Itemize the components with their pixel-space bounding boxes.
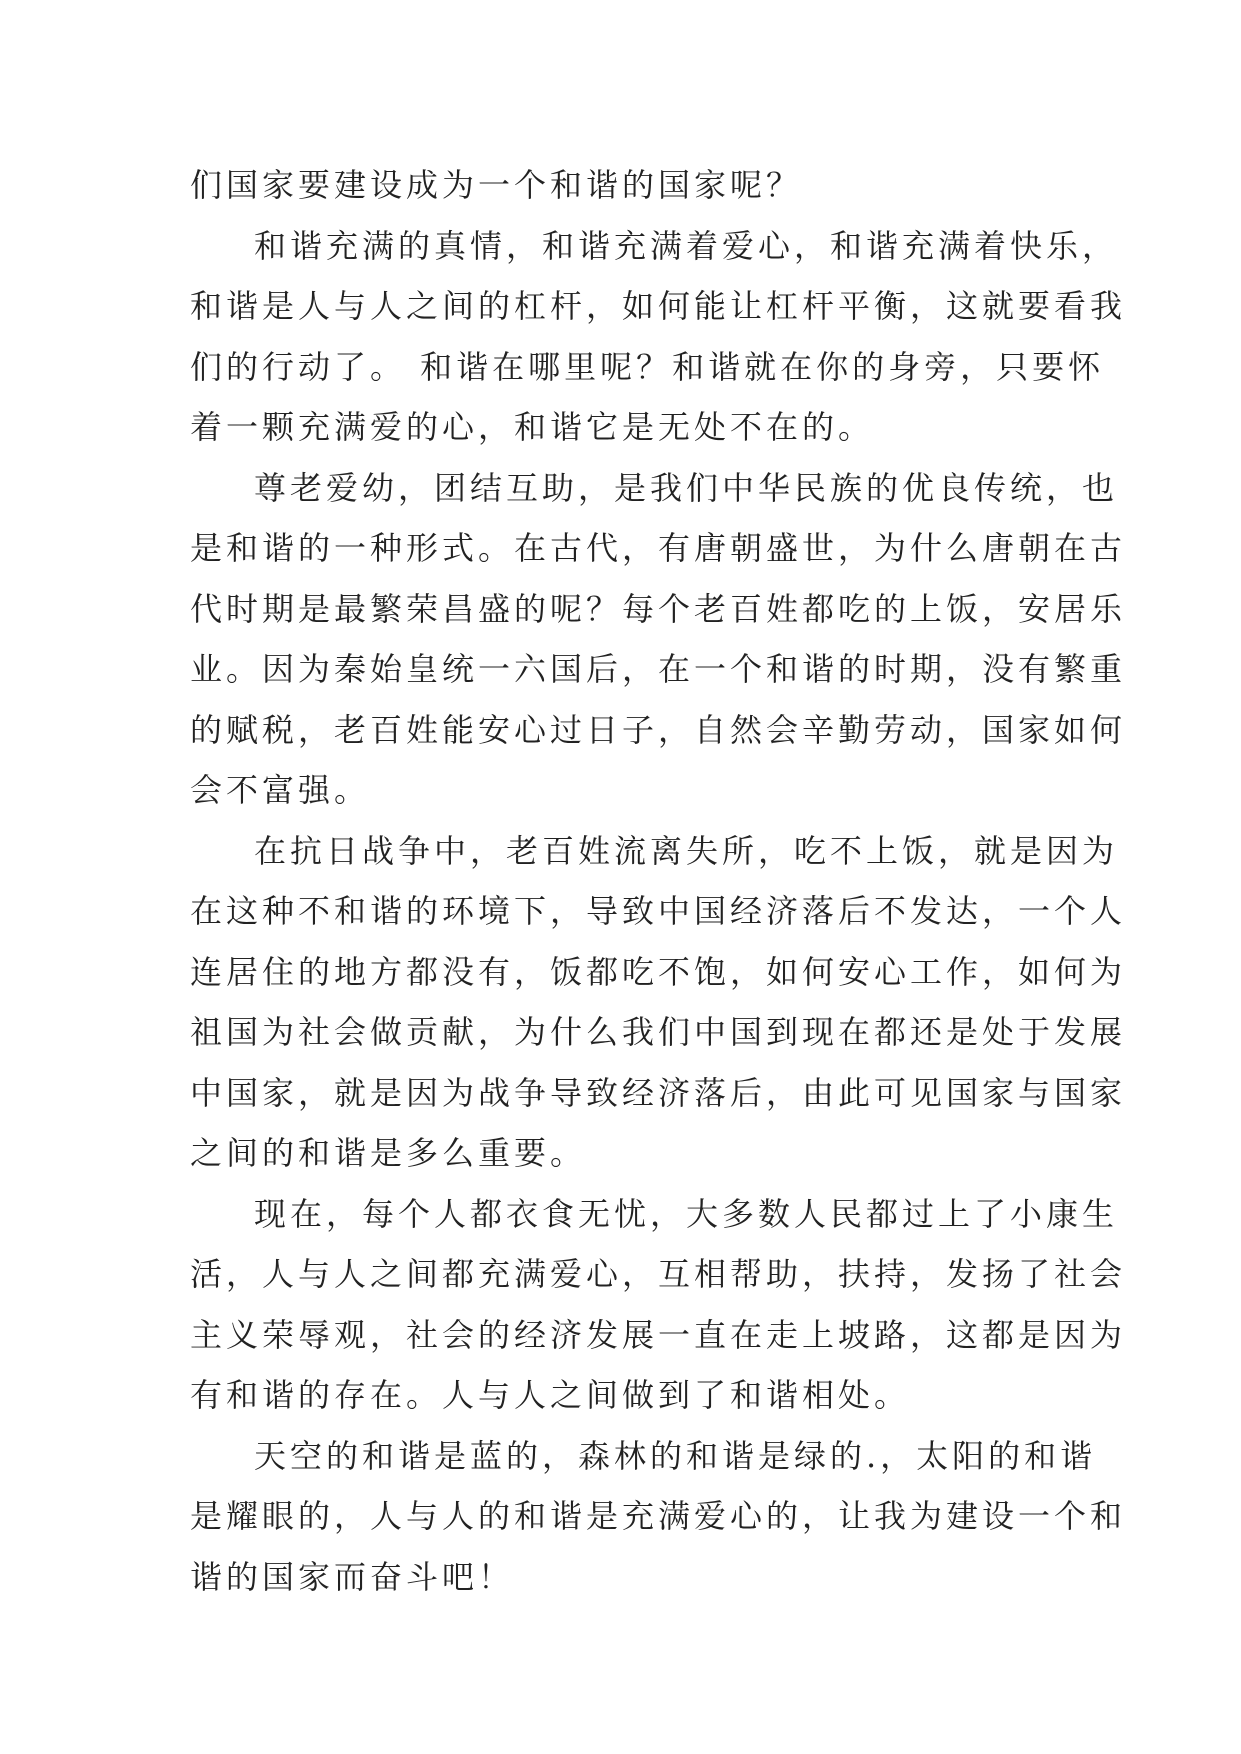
text-line: 主义荣辱观，社会的经济发展一直在走上坡路，这都是因为	[190, 1315, 1127, 1354]
text-line: 尊老爱幼，团结互助，是我们中华民族的优良传统，也	[254, 468, 1119, 507]
text-line: 业。因为秦始皇统一六国后，在一个和谐的时期，没有繁重	[190, 650, 1127, 688]
text-line: 会不富强。	[190, 771, 371, 809]
text-line: 代时期是最繁荣昌盛的呢？每个老百姓都吃的上饭，安居乐	[190, 589, 1127, 628]
text-line: 连居住的地方都没有，饭都吃不饱，如何安心工作，如何为	[190, 952, 1127, 991]
text-line: 是和谐的一种形式。在古代，有唐朝盛世，为什么唐朝在古	[190, 529, 1127, 567]
text-line: 谐的国家而奋斗吧！	[190, 1557, 515, 1596]
essay-body	[190, 155, 1127, 1607]
text-line: 有和谐的存在。人与人之间做到了和谐相处。	[190, 1376, 911, 1414]
text-line: 着一颗充满爱的心，和谐它是无处不在的。	[190, 408, 875, 446]
text-line: 和谐充满的真情，和谐充满着爱心，和谐充满着快乐，	[254, 226, 1119, 265]
text-line: 祖国为社会做贡献，为什么我们中国到现在都还是处于发展	[190, 1013, 1127, 1051]
text-line: 的赋税，老百姓能安心过日子，自然会辛勤劳动，国家如何	[190, 710, 1127, 749]
text-line: 之间的和谐是多么重要。	[190, 1134, 587, 1172]
text-line: 活，人与人之间都充满爱心，互相帮助，扶持，发扬了社会	[190, 1255, 1127, 1293]
text-line: 是耀眼的，人与人的和谐是充满爱心的，让我为建设一个和	[190, 1497, 1127, 1535]
text-line: 天空的和谐是蓝的，森林的和谐是绿的.，太阳的和谐	[254, 1436, 1097, 1475]
text-line: 现在，每个人都衣食无忧，大多数人民都过上了小康生	[254, 1194, 1119, 1233]
text-line: 中国家，就是因为战争导致经济落后，由此可见国家与国家	[190, 1073, 1127, 1112]
text-line: 和谐是人与人之间的杠杆，如何能让杠杆平衡，这就要看我	[190, 287, 1127, 325]
text-line: 们国家要建设成为一个和谐的国家呢？	[190, 166, 803, 204]
text-line: 在抗日战争中，老百姓流离失所，吃不上饭，就是因为	[254, 831, 1119, 870]
text-line: 们的行动了。 和谐在哪里呢？和谐就在你的身旁，只要怀	[190, 347, 1105, 386]
text-line: 在这种不和谐的环境下，导致中国经济落后不发达，一个人	[190, 892, 1127, 930]
